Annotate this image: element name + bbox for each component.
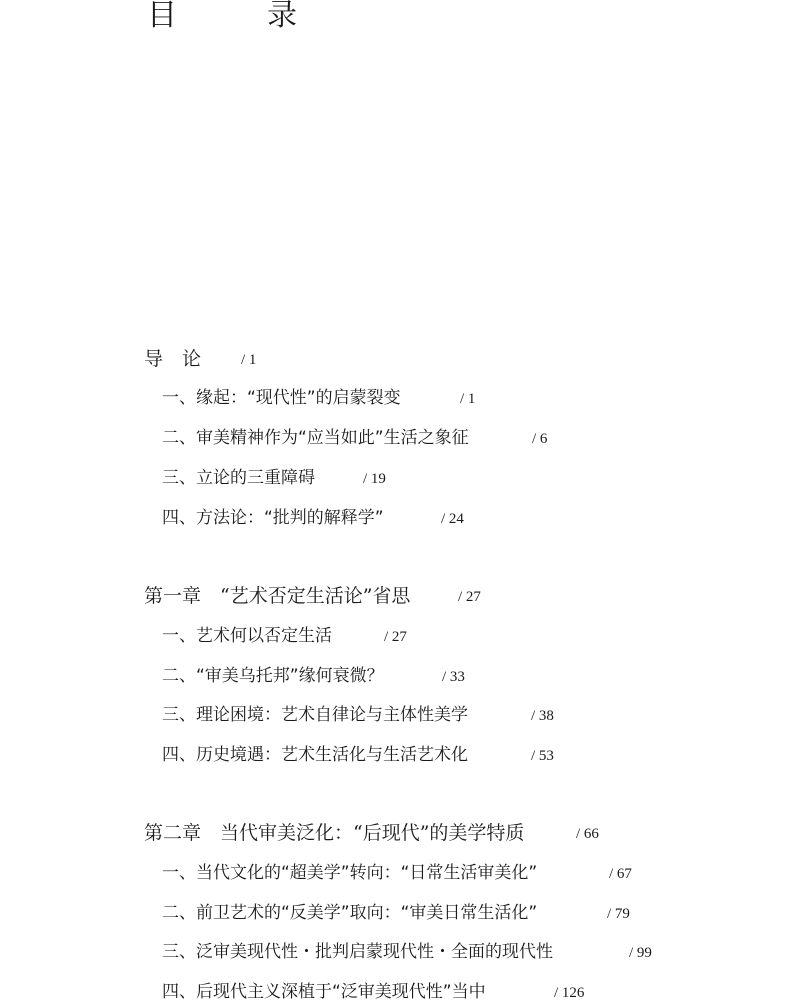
toc-chapter[interactable] xyxy=(144,584,481,608)
toc-chapter[interactable] xyxy=(144,821,599,845)
toc-page-number: / 1 xyxy=(241,352,257,368)
toc-entry-text: 导 论 xyxy=(144,348,202,370)
toc-page-number: / 79 xyxy=(607,906,630,922)
toc-section[interactable] xyxy=(162,625,407,647)
toc-page-number: / 24 xyxy=(441,511,464,527)
toc-entry-text: 四、方法论：“批判的解释学” xyxy=(162,508,384,528)
toc-entry-text: 第一章 “艺术否定生活论”省思 xyxy=(144,585,411,607)
toc-section[interactable] xyxy=(162,744,554,766)
toc-entry-text: 二、“审美乌托邦”缘何衰微？ xyxy=(162,666,384,686)
toc-section[interactable] xyxy=(162,941,652,963)
toc-page-number: / 6 xyxy=(532,431,548,447)
toc-entry-text: 三、理论困境：艺术自律论与主体性美学 xyxy=(162,705,468,725)
toc-entry-text: 一、艺术何以否定生活 xyxy=(162,626,332,646)
toc-page-number: / 1 xyxy=(460,391,476,407)
toc-entry-text: 四、后现代主义深植于“泛审美现代性”当中 xyxy=(162,982,486,1002)
toc-page-number: / 27 xyxy=(458,589,481,605)
toc-entry-text: 三、泛审美现代性・批判启蒙现代性・全面的现代性 xyxy=(162,942,553,962)
toc-section[interactable] xyxy=(162,665,465,687)
toc-page-number: / 27 xyxy=(384,629,407,645)
toc-entry-text: 二、审美精神作为“应当如此”生活之象征 xyxy=(162,428,469,448)
toc-section[interactable] xyxy=(162,387,476,409)
toc-entry-text: 四、历史境遇：艺术生活化与生活艺术化 xyxy=(162,745,468,765)
toc-section[interactable] xyxy=(162,862,632,884)
toc-section[interactable] xyxy=(162,427,548,449)
toc-page-number: / 33 xyxy=(442,669,465,685)
toc-section[interactable] xyxy=(162,704,554,726)
toc-page-number: / 67 xyxy=(609,866,632,882)
page-title: 目 录 xyxy=(147,0,327,33)
toc-entry-text: 第二章 当代审美泛化：“后现代”的美学特质 xyxy=(144,822,525,844)
toc-section[interactable] xyxy=(162,467,386,489)
toc-entry-text: 一、缘起：“现代性”的启蒙裂变 xyxy=(162,388,401,408)
toc-page-number: / 66 xyxy=(576,826,599,842)
toc-page-number: / 126 xyxy=(554,985,585,1001)
toc-entry-text: 三、立论的三重障碍 xyxy=(162,468,315,488)
toc-section[interactable] xyxy=(162,507,464,529)
toc-page-number: / 53 xyxy=(531,748,554,764)
toc-entry-text: 一、当代文化的“超美学”转向：“日常生活审美化” xyxy=(162,863,538,883)
toc-section[interactable] xyxy=(162,902,630,924)
toc-page-number: / 99 xyxy=(629,945,652,961)
toc-entry-text: 二、前卫艺术的“反美学”取向：“审美日常生活化” xyxy=(162,903,538,923)
toc-page-number: / 19 xyxy=(363,471,386,487)
toc-chapter[interactable] xyxy=(144,347,257,371)
toc-page-number: / 38 xyxy=(531,708,554,724)
